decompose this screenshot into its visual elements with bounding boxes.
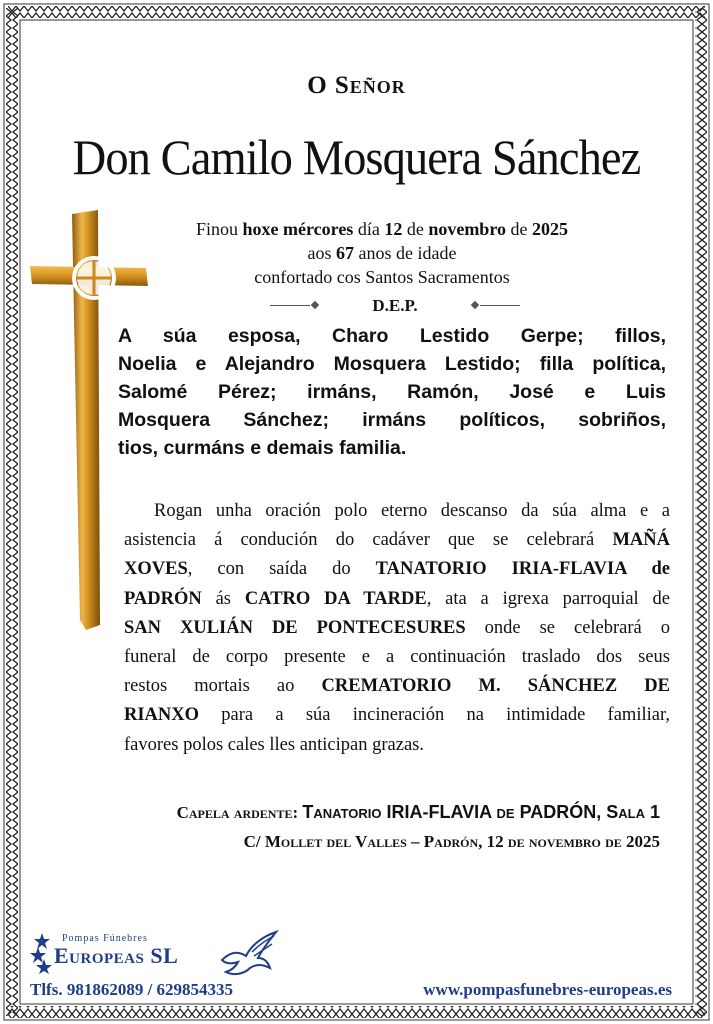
family-line: tios, curmáns e demais familia. bbox=[118, 437, 407, 459]
diamond-icon bbox=[311, 301, 319, 309]
death-line-3: confortado cos Santos Sacramentos bbox=[254, 267, 510, 287]
deceased-name: Don Camilo Mosquera Sánchez bbox=[72, 129, 641, 185]
death-line-1: Finou hoxe mércores día 12 de novembro de 2025 bbox=[196, 219, 568, 239]
divider-line-right bbox=[480, 305, 520, 306]
family-line: Salomé Pérez; irmáns, Ramón, José e Luis bbox=[118, 381, 666, 403]
stars-icon bbox=[30, 932, 54, 974]
paragraph-line: asistencia á condución do cadáver que se celebrará MAÑÁ bbox=[124, 530, 670, 551]
logo-small-text: Pompas Fúnebres bbox=[62, 933, 148, 944]
paragraph-line: SAN XULIÁN DE PONTECESURES onde se celebrará o bbox=[124, 617, 670, 638]
logo-company-name: Europeas SL bbox=[54, 943, 179, 968]
paragraph-line: XOVES, con saída do TANATORIO IRIA-FLAVIA de bbox=[124, 559, 670, 580]
dep-divider bbox=[270, 296, 520, 320]
paragraph-line: RIANXO para a súa incineración na intimidade familiar, bbox=[124, 705, 670, 726]
death-details bbox=[140, 217, 624, 289]
paragraph-line: restos mortais ao CREMATORIO M. SÁNCHEZ DE bbox=[124, 676, 670, 697]
divider-line-left bbox=[270, 305, 310, 306]
website-link[interactable]: www.pompasfunebres-europeas.es bbox=[423, 980, 672, 999]
phone-numbers: Tlfs. 981862089 / 629854335 bbox=[30, 980, 234, 999]
chapel-address: C/ Mollet del Valles – Padrón, 12 de novembro de 2025 bbox=[243, 832, 660, 851]
family-line: A súa esposa, Charo Lestido Gerpe; fillos, bbox=[118, 325, 666, 347]
chapel-room: , Sala 1 bbox=[596, 802, 660, 822]
family-line: Mosquera Sánchez; irmáns políticos, sobriños, bbox=[118, 409, 666, 431]
family-list bbox=[118, 322, 666, 462]
dove-icon bbox=[218, 930, 280, 978]
death-line-2: aos 67 anos de idade bbox=[307, 243, 457, 263]
chapel-place: Tanatorio IRIA-FLAVIA de PADRÓN bbox=[302, 802, 597, 822]
family-line: Noelia e Alejandro Mosquera Lestido; filla política, bbox=[118, 353, 666, 375]
chapel-info bbox=[120, 802, 660, 823]
paragraph-line: Rogan unha oración polo eterno descanso da súa alma e a bbox=[154, 501, 670, 521]
diamond-icon bbox=[471, 301, 479, 309]
company-logo bbox=[30, 930, 280, 980]
paragraph-line: PADRÓN ás CATRO DA TARDE, ata a igrexa parroquial de bbox=[124, 588, 670, 609]
funeral-paragraph bbox=[124, 497, 670, 760]
paragraph-line: funeral de corpo presente e a continuación traslado dos seus bbox=[124, 647, 670, 668]
title-prefix: O Señor bbox=[307, 72, 406, 99]
paragraph-line: favores polos cales lles anticipan grazas. bbox=[124, 734, 424, 755]
chapel-label: Capela ardente: bbox=[176, 803, 303, 822]
dep-label: D.E.P. bbox=[372, 296, 418, 315]
